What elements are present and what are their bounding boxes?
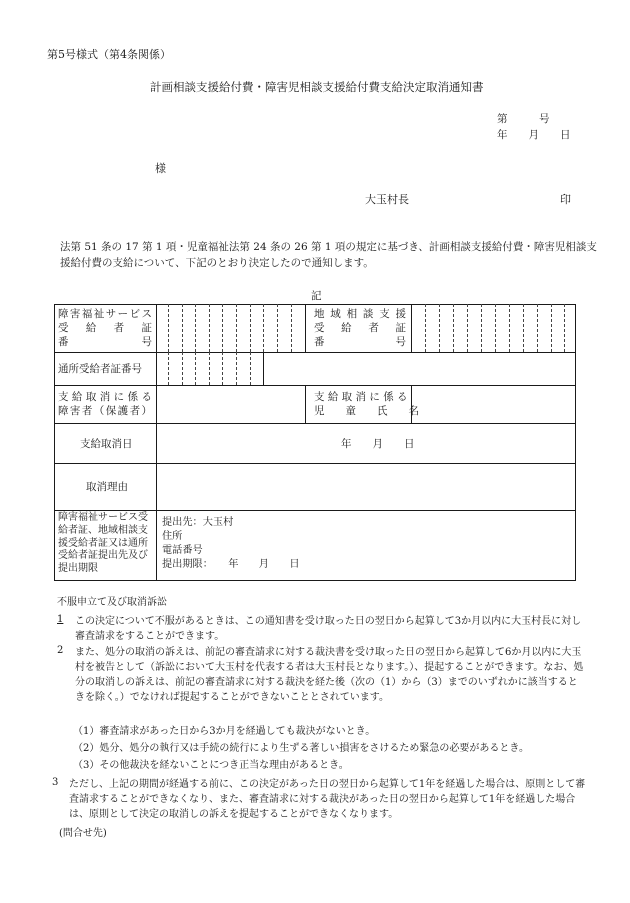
submit-address: 住所 (162, 531, 183, 542)
document-number: 第 号 (497, 113, 550, 125)
appeal-item-2-number: 2 (57, 645, 64, 656)
appeal-item-2: また、処分の取消の訴えは、前記の審査請求に対する裁決書を受け取った日の翌日から起算して6か月以内に大玉村を被告として（訴訟において大玉村を代表する者は大玉村長となります。）、提起することができます。なお、処分の取消しの訴えは、前記の審査請求に対する裁決を経た後（次の（1）から（3）までのいずれかに該当するときを除く。）でなければ提起することができないこととされています。 (75, 647, 584, 703)
child-name-label: 支 給 取 消 に 係 る 児 童 氏 名 (314, 391, 419, 417)
cancel-date-label: 支給取消日 (80, 438, 133, 450)
submit-phone: 電話番号 (162, 545, 203, 556)
clinic-cert-number-label: 通所受給者証番号 (58, 363, 142, 375)
ki-label: 記 (311, 290, 322, 302)
issuer-name: 大玉村長 (365, 193, 409, 206)
seal-mark: 印 (560, 193, 571, 206)
appeal-sub-1: （1）審査請求があった日から3か月を経過しても裁決がないとき。 (73, 726, 376, 737)
submit-destination: 提出先：大玉村 (162, 517, 234, 528)
intro-text: 法第 51 条の 17 第 1 項・児童福祉法第 24 条の 26 第 1 項の規定に基づき、計画相談支援給付費・障害児相談支援給付費の支給について、下記のとおり決定したので通知します。 (60, 241, 597, 269)
contact-heading: (問合せ先) (59, 828, 107, 839)
cancel-date-value: 年 月 日 (341, 438, 415, 450)
regional-cert-number-label: 地 域 相 談 支 援 受 給 者 証 番 号 (314, 308, 406, 348)
submit-details (162, 516, 300, 572)
cert-number-label: 障害福祉サービス 受 給 者 証 番 号 (58, 308, 152, 348)
appeal-heading: 不服申立て及び取消訴訟 (57, 597, 167, 608)
person-label: 支 給 取 消 に 係 る 障害者（保護者） (58, 391, 152, 417)
form-number: 第5号様式（第4条関係） (47, 48, 171, 61)
recipient-suffix: 様 (155, 162, 166, 175)
appeal-item-1-number: 1 (57, 614, 64, 625)
appeal-item-1: この決定について不服があるときは、この通知書を受け取った日の翌日から起算して3か月以内に大玉村長に対し審査請求をすることができます。 (75, 616, 582, 642)
appeal-item-3: ただし、上記の期間が経過する前に、この決定があった日の翌日から起算して1年を経過した場合は、原則として審査請求することができなくなり、また、審査請求に対する裁決があった日の翌日から起算して1年を経過した場合は、原則として決定の取消しの訴えを提起することができなくなります。 (69, 779, 586, 820)
submit-label: 障害福祉サービス受 給者証、地域相談支 援受給者証又は通所 受給者証提出先及び 提出期限 (58, 512, 148, 575)
reason-label: 取消理由 (86, 481, 128, 493)
submit-deadline: 提出期限： 年 月 日 (162, 559, 300, 570)
appeal-item-3-number: 3 (52, 777, 59, 788)
document-title: 計画相談支援給付費・障害児相談支援給付費支給決定取消通知書 (150, 80, 484, 94)
appeal-sub-3: （3）その他裁決を経ないことにつき正当な理由があるとき。 (73, 760, 349, 771)
issue-date: 年 月 日 (497, 129, 571, 141)
appeal-sub-2: （2）処分、処分の執行又は手続の続行により生ずる著しい損害をさけるため緊急の必要があるとき。 (73, 743, 529, 754)
